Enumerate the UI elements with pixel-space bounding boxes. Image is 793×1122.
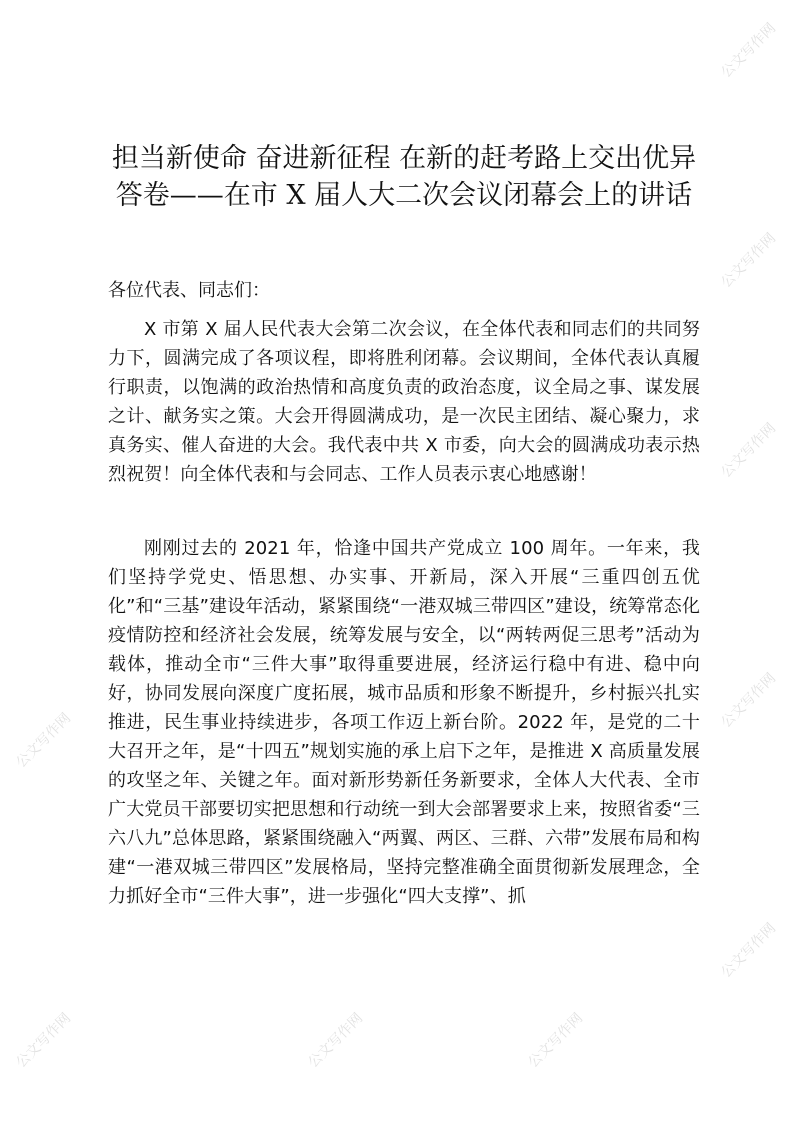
watermark: 公文写作网 (718, 420, 780, 482)
watermark: 公文写作网 (305, 1010, 367, 1072)
document-title: 担当新使命 奋进新征程 在新的赶考路上交出优异答卷——在市 X 届人大二次会议闭幕会上的讲话 (111, 143, 697, 211)
body-paragraph: X 市第 X 届人民代表大会第二次会议，在全体代表和同志们的共同努力下，圆满完成了各项议程，即将胜利闭幕。会议期间，全体代表认真履行职责，以饱满的政治热情和高度负责的政治态度，议全局之事、谋发展之计、献务实之策。大会开得圆满成功，是一次民主团结、凝心聚力，求真务实、催人奋进的大会。我代表中共 X 市委，向大会的圆满成功表示热烈祝贺！向全体代表和与会同志、工作人员表示衷心地感谢！ (108, 319, 700, 485)
watermark: 公文写作网 (718, 230, 780, 292)
salutation: 各位代表、同志们： (108, 280, 270, 301)
watermark: 公文写作网 (718, 20, 780, 82)
body-paragraph: 刚刚过去的 2021 年，恰逢中国共产党成立 100 周年。一年来，我们坚持学党史、悟思想、办实事、开新局，深入开展“三重四创五优化”和“三基”建设年活动，紧紧围绕“一港双城三带四区”建设，统筹常态化疫情防控和经济社会发展，统筹发展与安全，以“两转两促三思考”活动为载体，推动全市“三件大事”取得重要进展，经济运行稳中有进、稳中向好，协同发展向深度广度拓展，城市品质和形象不断提升，乡村振兴扎实推进，民生事业持续进步，各项工作迈上新台阶。2022 年，是党的二十大召开之年，是“十四五”规划实施的承上启下之年，是推进 X 高质量发展的攻坚之年、关键之年。面对新形势新任务新要求，全体人大代表、全市广大党员干部要切实把思想和行动统一到大会部署要求上来，按照省委“三六八九”总体思路，紧紧围绕融入“两翼、两区、三群、六带”发展布局和构建“一港双城三带四区”发展格局，坚持完整准确全面贯彻新发展理念，全力抓好全市“三件大事”，进一步强化“四大支撑”、抓 (108, 538, 700, 907)
watermark: 公文写作网 (718, 920, 780, 982)
watermark: 公文写作网 (525, 1010, 587, 1072)
watermark: 公文写作网 (718, 670, 780, 732)
watermark: 公文写作网 (13, 1010, 75, 1072)
watermark: 公文写作网 (13, 710, 75, 772)
